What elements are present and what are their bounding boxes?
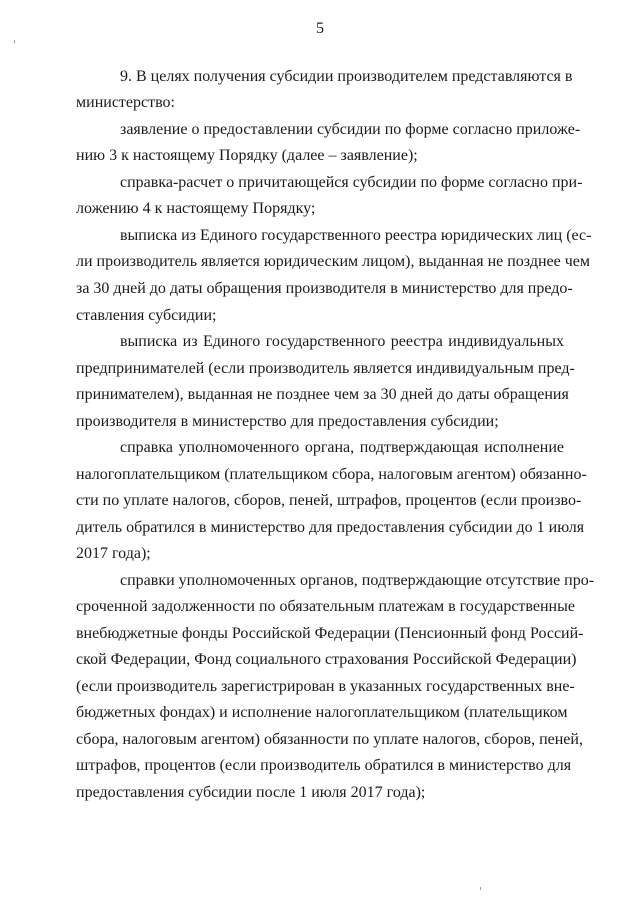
paragraph-line: справка уполномоченного органа, подтверждающая исполнение	[120, 439, 564, 456]
scan-mark	[480, 887, 481, 890]
paragraph-line: ставления субсидии;	[76, 307, 217, 324]
paragraph-line: за 30 дней до даты обращения производителя в министерство для предо-	[76, 280, 573, 297]
page-number: 5	[316, 20, 324, 37]
paragraph-line: налогоплательщиком (плательщиком сбора, налоговым агентом) обязанно-	[76, 466, 587, 483]
paragraph-line: справка-расчет о причитающейся субсидии по форме согласно при-	[120, 174, 583, 191]
paragraph-line: министерство:	[76, 94, 175, 111]
paragraph-line: внебюджетные фонды Российской Федерации (Пенсионный фонд Россий-	[76, 625, 584, 642]
paragraph-line: справки уполномоченных органов, подтверждающие отсутствие про-	[120, 572, 595, 589]
paragraph-line: выписка из Единого государственного реестра юридических лиц (ес-	[120, 227, 592, 244]
paragraph-line: 9. В целях получения субсидии производителем представляются в	[120, 68, 573, 85]
paragraph-line: сти по уплате налогов, сборов, пеней, штрафов, процентов (если произво-	[76, 492, 582, 509]
paragraph-line: сбора, налоговым агентом) обязанности по уплате налогов, сборов, пеней,	[76, 731, 583, 748]
paragraph-line: заявление о предоставлении субсидии по форме согласно приложе-	[120, 121, 581, 138]
scan-mark	[14, 40, 15, 43]
paragraph-line: выписка из Единого государственного реестра индивидуальных	[120, 333, 564, 350]
paragraph-line: штрафов, процентов (если производитель обратился в министерство для	[76, 757, 572, 774]
paragraph-line: производителя в министерство для предоставления субсидии;	[76, 413, 499, 430]
paragraph-line: предпринимателей (если производитель является индивидуальным пред-	[76, 360, 575, 377]
paragraph-line: принимателем), выданная не позднее чем за 30 дней до даты обращения	[76, 386, 569, 403]
paragraph-line: предоставления субсидии после 1 июля 2017 года);	[76, 784, 426, 801]
paragraph-line: (если производитель зарегистрирован в указанных государственных вне-	[76, 678, 575, 695]
paragraph-line: нию 3 к настоящему Порядку (далее – заявление);	[76, 147, 418, 164]
paragraph-line: ложению 4 к настоящему Порядку;	[76, 200, 316, 217]
paragraph-line: 2017 года);	[76, 545, 151, 562]
paragraph-line: ской Федерации, Фонд социального страхования Российской Федерации)	[76, 651, 577, 668]
paragraph-line: бюджетных фондах) и исполнение налогоплательщиком (плательщиком	[76, 704, 568, 721]
paragraph-line: ли производитель является юридическим лицом), выданная не позднее чем	[76, 253, 591, 270]
paragraph-line: сроченной задолженности по обязательным платежам в государственные	[76, 598, 575, 615]
paragraph-line: дитель обратился в министерство для предоставления субсидии до 1 июля	[76, 519, 585, 536]
